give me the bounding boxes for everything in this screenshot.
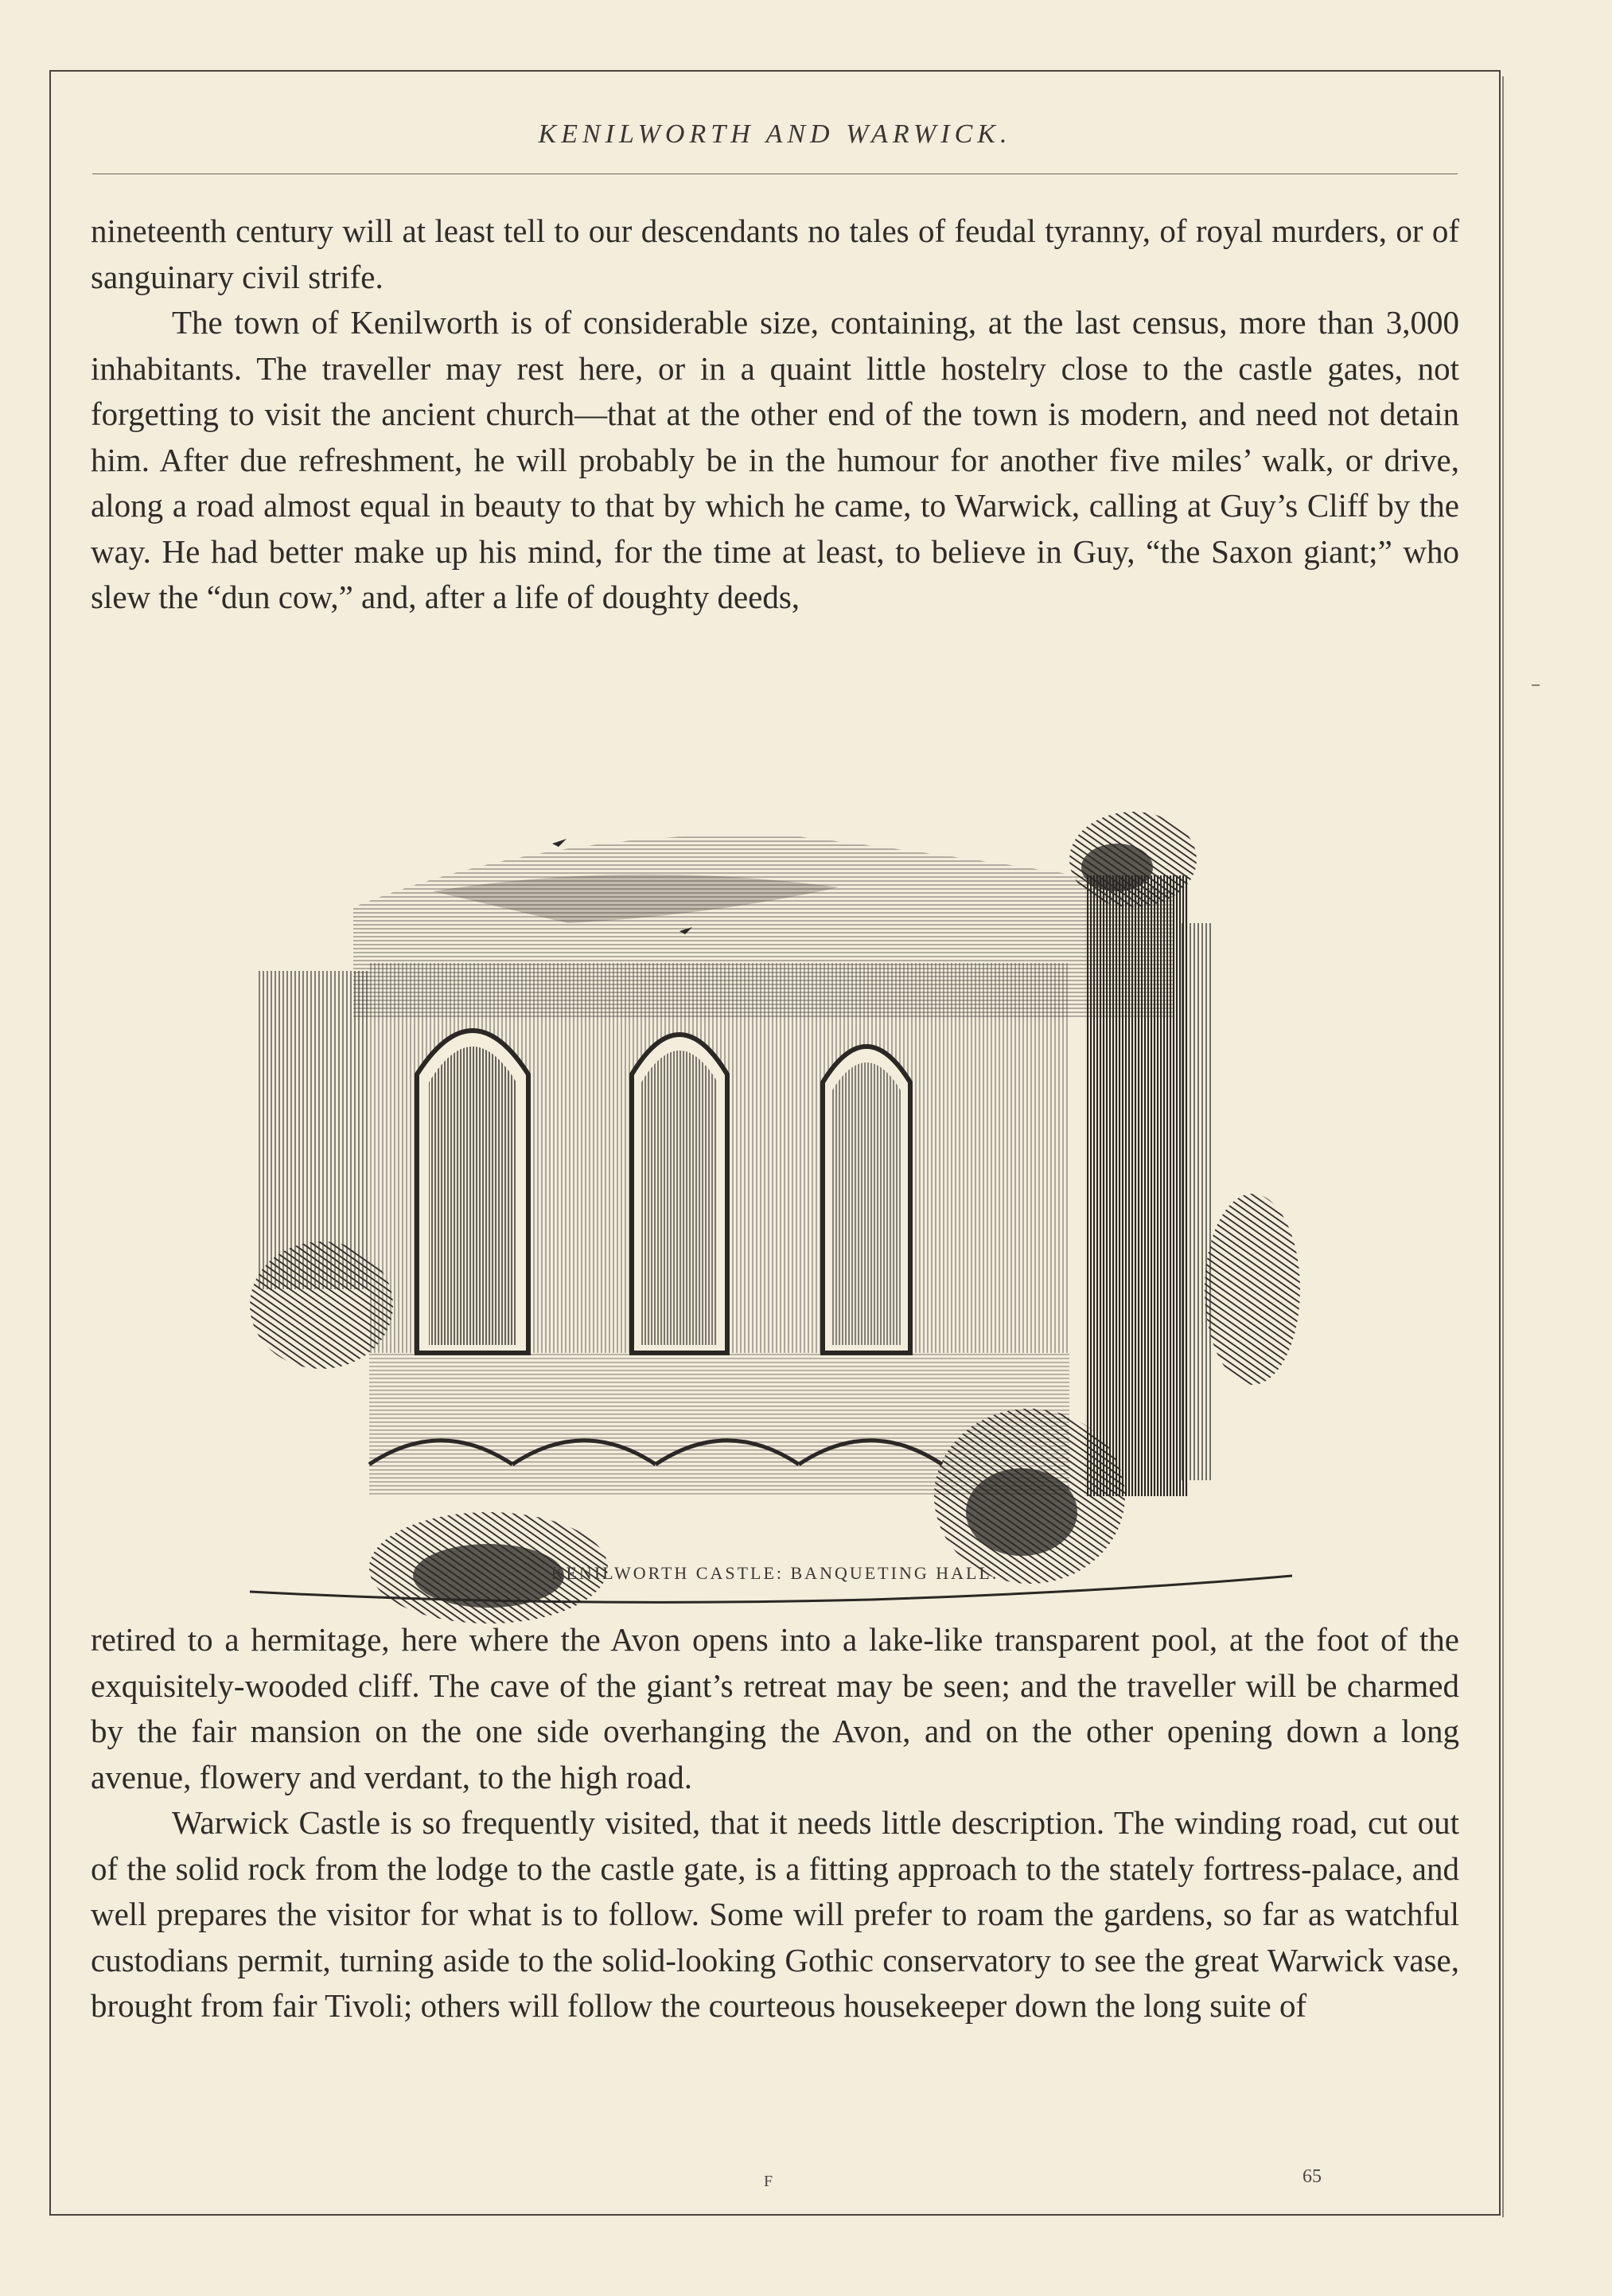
figure-caption: KENILWORTH CASTLE: BANQUETING HALL. <box>551 1563 999 1583</box>
tower <box>1085 875 1189 1496</box>
gothic-windows <box>417 1031 910 1353</box>
text-block-bottom <box>91 1617 1459 2029</box>
banqueting-hall-engraving <box>234 812 1348 1624</box>
text-block-top <box>91 209 1459 621</box>
paragraph: nineteenth century will at least tell to our descendants no tales of feudal tyranny, of royal murders, or of sanguinary civil strife. <box>91 212 1459 295</box>
signature-mark: F <box>764 2173 773 2190</box>
page-number: 65 <box>1302 2166 1322 2187</box>
running-head: KENILWORTH AND WARWICK. <box>538 119 1012 149</box>
page-edge-line <box>1502 76 1504 2217</box>
tower-side <box>1181 923 1213 1480</box>
paragraph: Warwick Castle is so frequently visited, that it needs little description. The winding road, cut out of the solid rock from the lodge to the castle gate, is a fitting approach to the stately fortress-palace, and well prepares the visitor for what is to follow. Some will prefer to roam the gardens, so far as watchful custodians permit, turning aside to the solid-looking Gothic conservatory to see the great Warwick vase, brought from fair Tivoli; others will follow the courteous housekeeper down the long suite of <box>91 1804 1459 2024</box>
left-wall <box>258 971 369 1289</box>
paragraph: The town of Kenilworth is of considerable size, containing, at the last census, more than 3,000 inhabitants. The traveller may rest here, or in a quaint little hostelry close to the castle gates, not forgetting to visit the ancient church—that at the other end of the town is modern, and need not detain him. After due refreshment, he will probably be in the humour for another five miles’ walk, or drive, along a road almost equal in beauty to that by which he came, to Warwick, calling at Guy’s Cliff by the way. He had better make up his mind, for the time at least, to believe in Guy, “the Saxon giant;” who slew the “dun cow,” and, after a life of doughty deeds, <box>91 304 1459 615</box>
engraving-figure <box>234 812 1348 1624</box>
page-frame <box>49 70 1501 2216</box>
head-rule <box>92 173 1458 174</box>
paragraph: retired to a hermitage, here where the Avon opens into a lake-like transparent pool, at the foot of the exquisitely-wooded cliff. The cave of the giant’s retreat may be seen; and the traveller will be charmed by the fair mansion on the one side overhanging the Avon, and on the other opening down a long avenue, flowery and verdant, to the high road. <box>91 1621 1459 1795</box>
page-edge-tick <box>1532 684 1540 686</box>
